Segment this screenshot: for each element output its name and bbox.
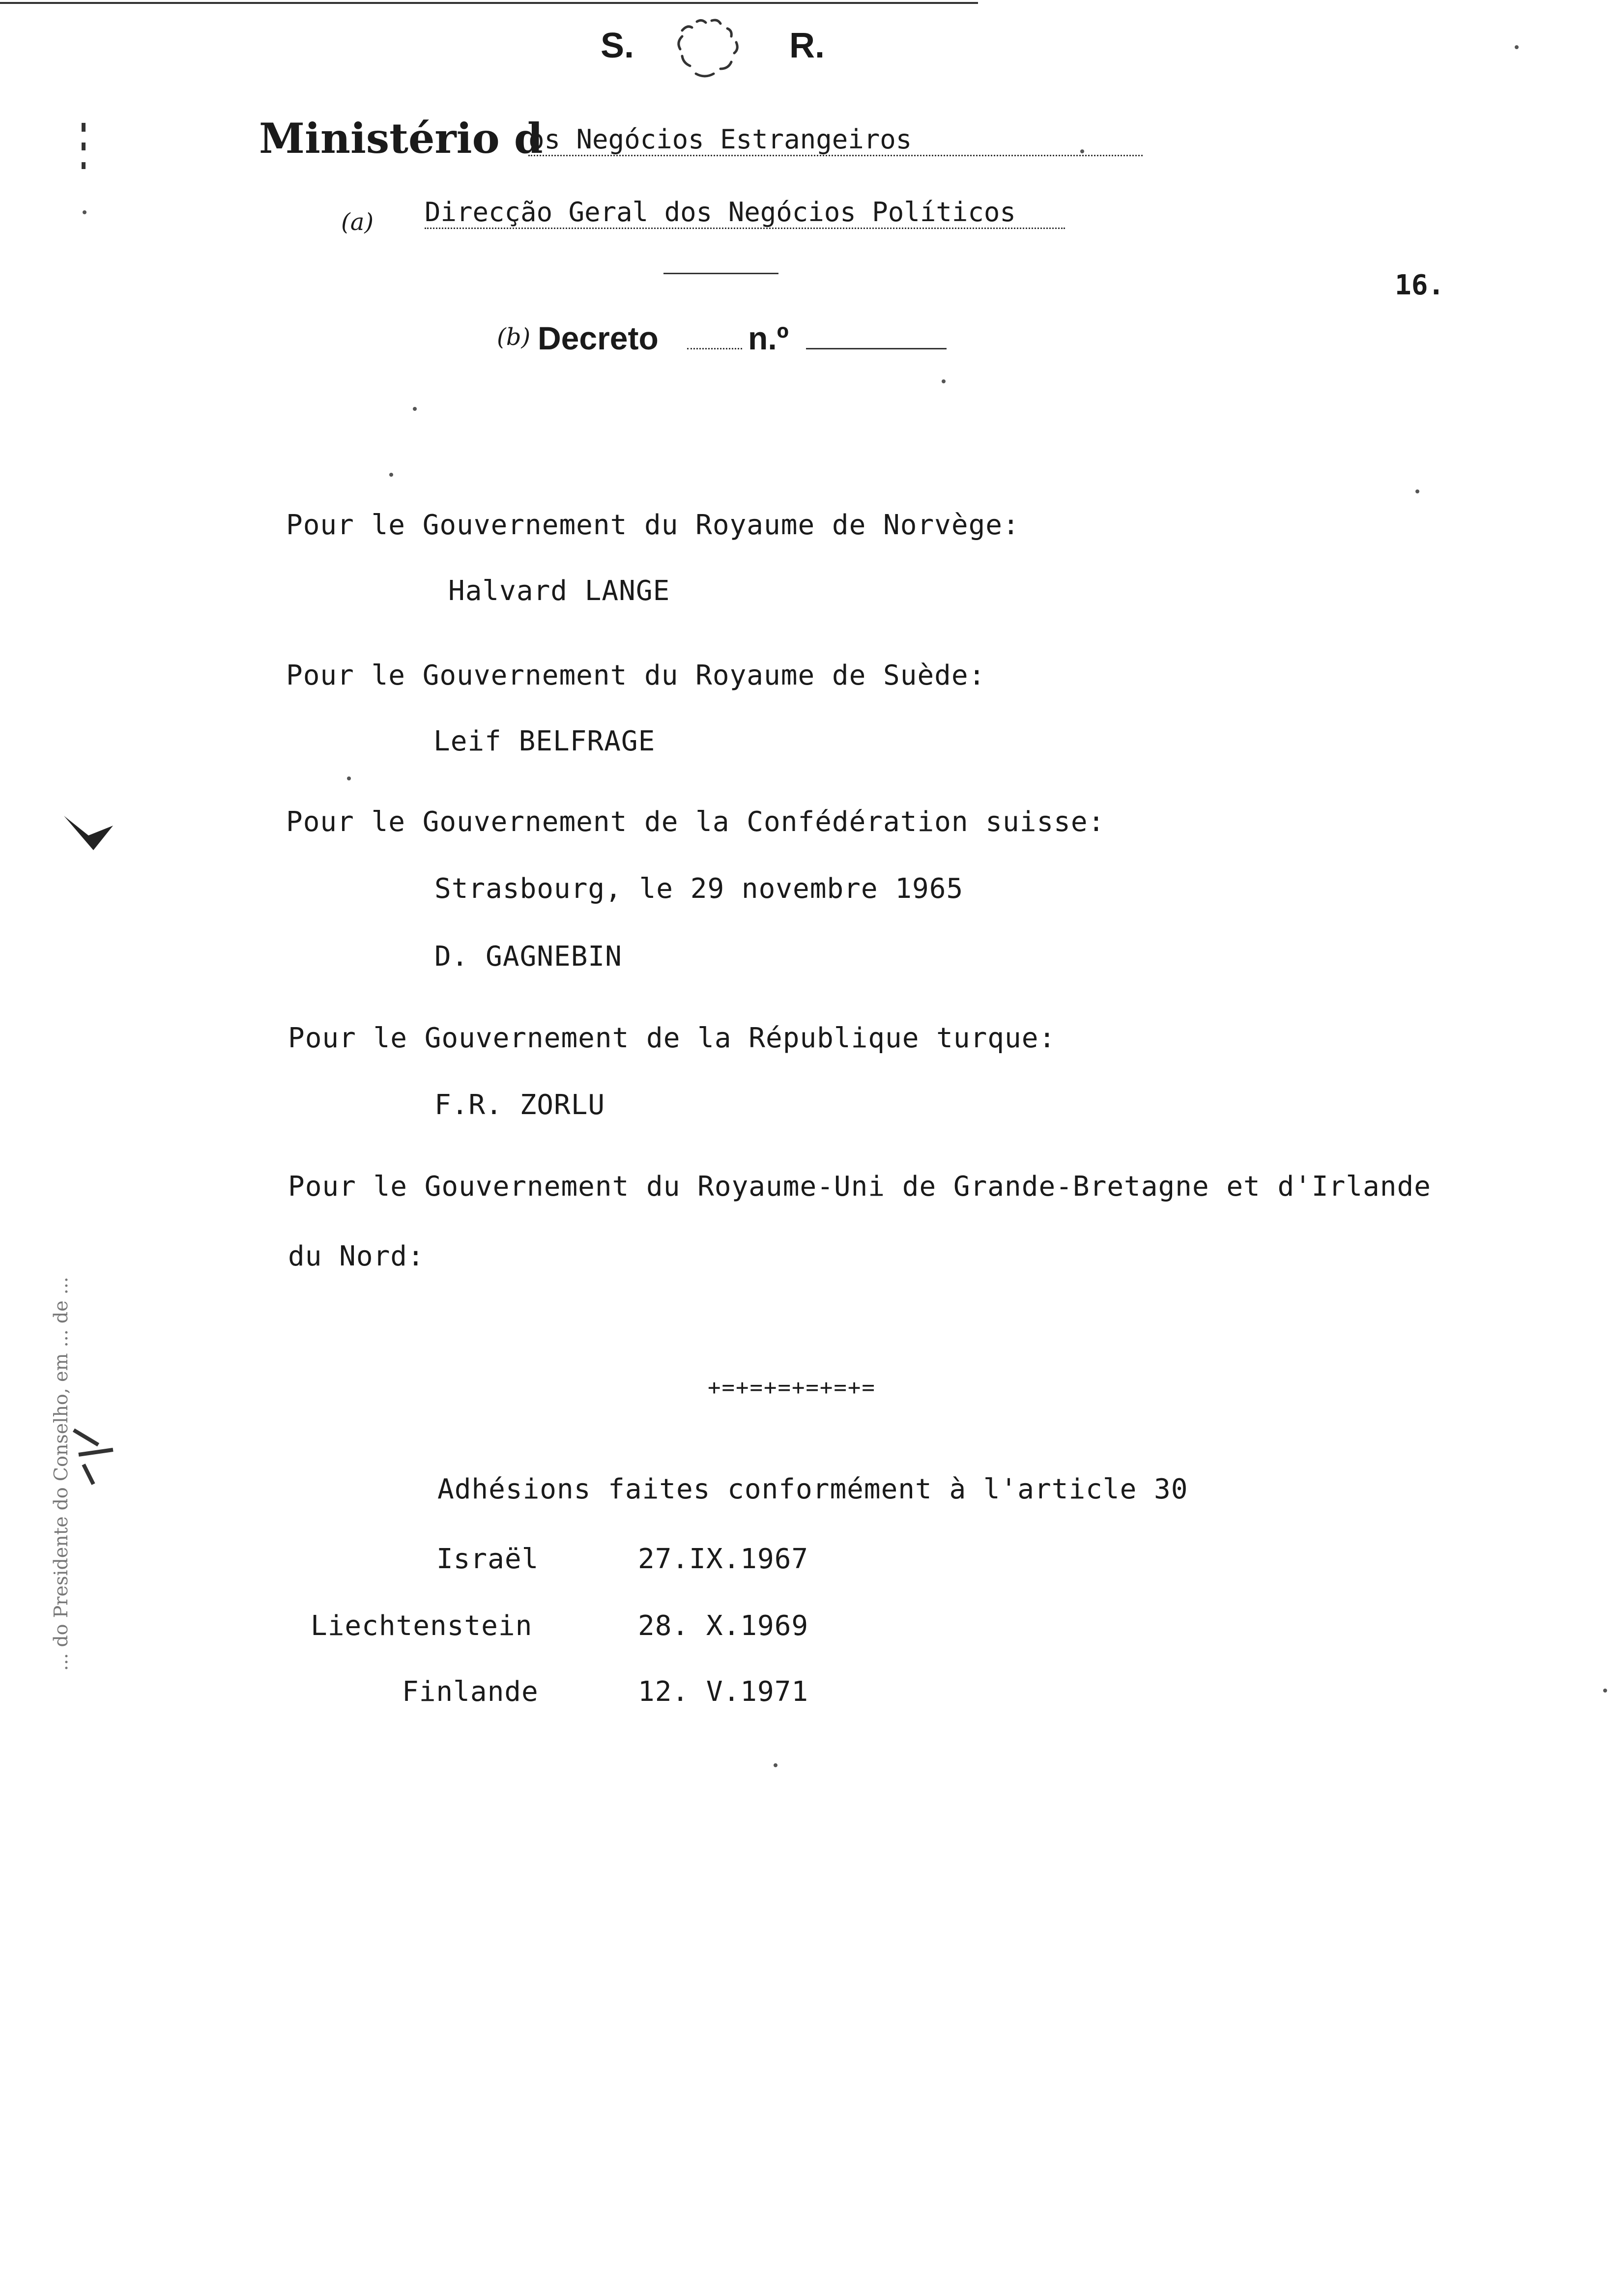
scan-speck [942, 379, 946, 383]
signatory-government-norway: Pour le Gouvernement du Royaume de Norvège: [286, 509, 1020, 541]
signatory-government-uk-continued: du Nord: [288, 1240, 425, 1272]
signatory-place-date-switzerland: Strasbourg, le 29 novembre 1965 [434, 873, 964, 905]
number-label: n.º [748, 320, 789, 356]
number-blank-field [806, 348, 947, 349]
signatory-name-norway: Halvard LANGE [448, 575, 670, 607]
ministry-name-prefix: Ministério d [259, 114, 543, 163]
signatory-name-switzerland: D. GAGNEBIN [434, 941, 622, 973]
scan-speck [83, 210, 86, 214]
top-border-line [0, 2, 978, 4]
adhesion-country: Liechtenstein [311, 1610, 533, 1642]
signatory-name-turkey: F.R. ZORLU [434, 1089, 605, 1121]
scan-speck [347, 776, 351, 780]
margin-tick-icon [74, 118, 93, 177]
margin-note-text: ... do Presidente do Conselho, em ... de ... [50, 1276, 72, 1671]
scan-speck [1603, 1689, 1607, 1693]
ink-mark-icon [64, 1425, 118, 1489]
adhesion-country: Israël [436, 1543, 539, 1575]
scan-speck [389, 473, 393, 477]
directorate-name: Direcção Geral dos Negócios Políticos [425, 197, 1065, 229]
scan-speck [413, 407, 417, 411]
margin-note [29, 835, 72, 1720]
header-right-letter: R. [789, 26, 825, 65]
signatory-name-sweden: Leif BELFRAGE [433, 725, 656, 757]
signatory-government-turkey: Pour le Gouvernement de la République turque: [288, 1022, 1056, 1054]
scan-speck [1415, 489, 1419, 493]
separator-line: +=+=+=+=+=+= [708, 1375, 876, 1400]
scan-speck [1080, 149, 1084, 153]
adhesion-date: 28. X.1969 [638, 1610, 809, 1642]
ink-mark-icon [59, 806, 118, 860]
crest-seal-icon [662, 11, 756, 85]
header-divider [663, 273, 778, 274]
decree-blank-field [687, 348, 742, 349]
signatory-government-sweden: Pour le Gouvernement du Royaume de Suède: [286, 660, 986, 691]
header-left-letter: S. [601, 26, 634, 65]
adhesion-date: 27.IX.1967 [638, 1543, 809, 1575]
ministry-name-suffix: os Negócios Estrangeiros [528, 124, 1143, 156]
decree-label: Decreto [538, 320, 659, 356]
label-b: (b) [497, 323, 531, 351]
page-number: 16. [1395, 269, 1445, 301]
label-a: (a) [341, 208, 374, 236]
scan-speck [774, 1763, 777, 1767]
adhesion-date: 12. V.1971 [638, 1676, 809, 1708]
adhesion-country: Finlande [402, 1676, 539, 1708]
adhesions-title: Adhésions faites conformément à l'article 30 [437, 1473, 1188, 1505]
signatory-government-uk: Pour le Gouvernement du Royaume-Uni de Grande-Bretagne et d'Irlande [288, 1171, 1431, 1203]
signatory-government-switzerland: Pour le Gouvernement de la Confédération suisse: [286, 806, 1105, 838]
scan-speck [1515, 45, 1519, 49]
